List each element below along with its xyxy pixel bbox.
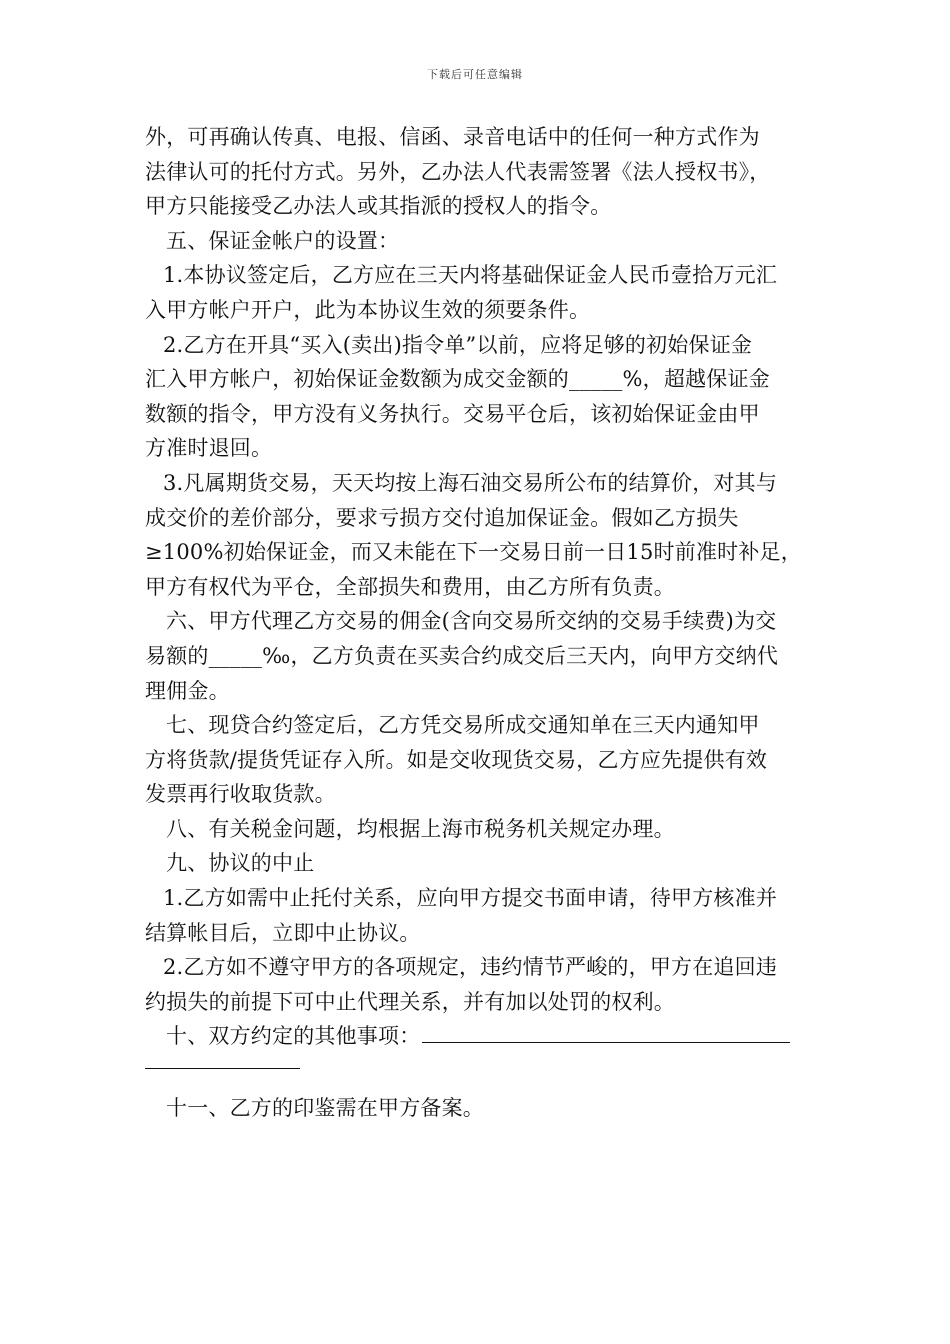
document-body <box>145 120 815 1126</box>
paragraph-line: 结算帐目后，立即中止协议。 <box>145 920 421 945</box>
paragraph-line: 成交价的差价部分，要求亏损方交付追加保证金。假如乙方损失 <box>145 505 739 530</box>
paragraph-line: 甲方只能接受乙办法人或其指派的授权人的指令。 <box>145 194 612 219</box>
section-heading-with-blank <box>145 1019 815 1054</box>
paragraph-line: 甲方有权代为平仓，全部损失和费用，由乙方所有负责。 <box>145 574 675 599</box>
section-heading: 八、有关税金问题，均根据上海市税务机关规定办理。 <box>166 816 675 841</box>
paragraph-line: 约损失的前提下可中止代理关系，并有加以处罚的权利。 <box>145 989 675 1014</box>
paragraph-line: 理佣金。 <box>145 678 230 703</box>
paragraph-line: 入甲方帐户开户，此为本协议生效的须要条件。 <box>145 297 591 322</box>
paragraph-line: 外，可再确认传真、电报、信函、录音电话中的任何一种方式作为 <box>145 125 760 149</box>
page-header-note: 下载后可任意编辑 <box>427 68 523 81</box>
section-heading: 九、协议的中止 <box>166 851 315 876</box>
section-heading: 十一、乙方的印鉴需在甲方备案。 <box>166 1096 484 1121</box>
paragraph-line: ≥100%初始保证金，而又未能在下一交易日前一日15时前准时补足， <box>145 540 802 565</box>
paragraph-line: 数额的指令，甲方没有义务执行。交易平仓后，该初始保证金由甲 <box>145 401 760 426</box>
paragraph-line: 发票再行收取货款。 <box>145 782 336 807</box>
paragraph-line: 3.凡属期货交易，天天均按上海石油交易所公布的结算价，对其与 <box>163 470 778 495</box>
paragraph-line: 方准时退回。 <box>145 436 273 461</box>
paragraph-line: 方将货款/提货凭证存入所。如是交收现货交易，乙方应先提供有效 <box>145 747 768 772</box>
paragraph-line: 1.乙方如需中止托付关系，应向甲方提交书面申请，待甲方核准并 <box>163 886 778 911</box>
paragraph-line: 汇入甲方帐户，初始保证金数额为成交金额的_____%，超越保证金 <box>145 367 770 392</box>
section-heading: 六、甲方代理乙方交易的佣金(含向交易所交纳的交易手续费)为交 <box>166 609 777 634</box>
section-heading: 五、保证金帐户的设置： <box>166 228 400 253</box>
spacer <box>145 1069 815 1091</box>
section-heading: 十、双方约定的其他事项： <box>166 1024 421 1049</box>
paragraph-line: 2.乙方如不遵守甲方的各项规定，违约情节严峻的，甲方在追回违 <box>163 955 778 980</box>
paragraph-line: 1.本协议签定后，乙方应在三天内将基础保证金人民币壹拾万元汇 <box>163 263 778 288</box>
fill-in-blank-line <box>422 1022 790 1043</box>
paragraph-line: 2.乙方在开具“买入(卖出)指令单”以前，应将足够的初始保证金 <box>163 332 753 357</box>
paragraph-line: 法律认可的托付方式。另外，乙办法人代表需签署《法人授权书》， <box>145 159 771 184</box>
section-heading: 七、现贷合约签定后，乙方凭交易所成交通知单在三天内通知甲 <box>166 713 760 738</box>
paragraph-line: 易额的_____‰，乙方负责在买卖合约成交后三天内，向甲方交纳代 <box>145 643 779 668</box>
